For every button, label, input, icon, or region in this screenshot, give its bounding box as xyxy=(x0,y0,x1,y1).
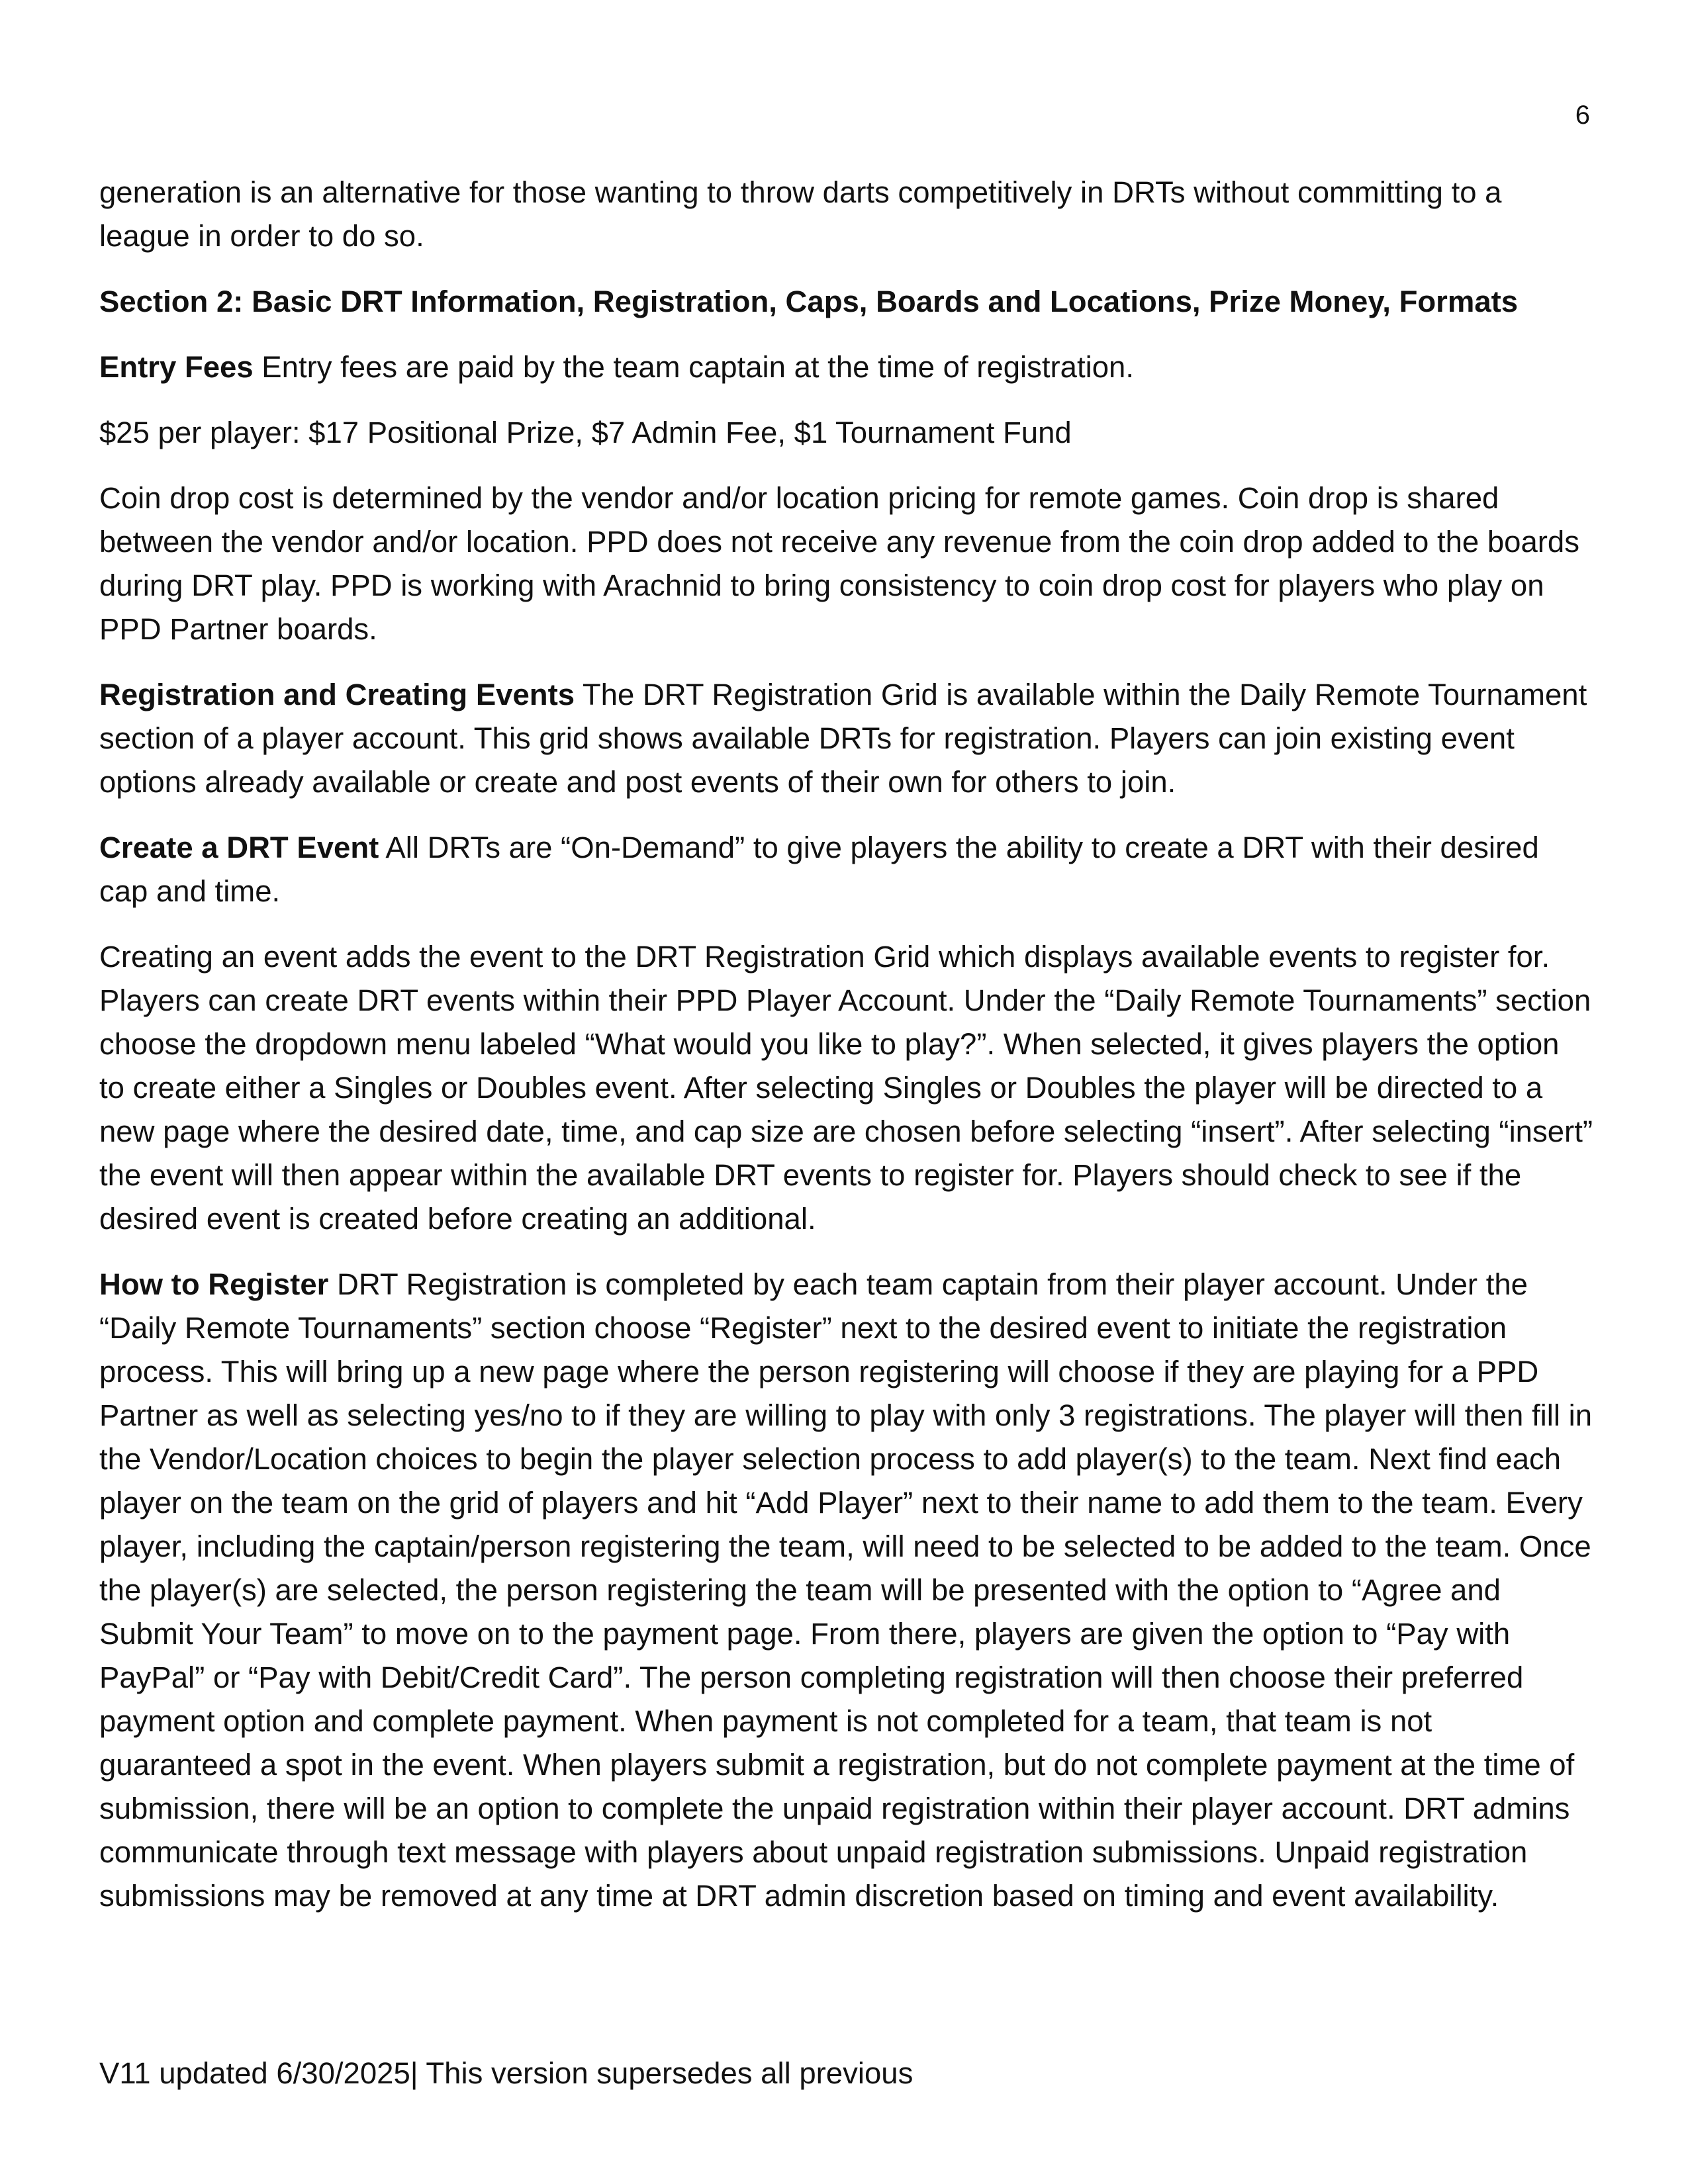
create-event-paragraph xyxy=(99,826,1593,913)
continuation-paragraph: generation is an alternative for those wanting to throw darts competitively in DRTs without committing to a league in order to do so. xyxy=(99,175,1502,253)
document-body xyxy=(99,171,1593,1940)
create-event-label: Create a DRT Event xyxy=(99,831,379,864)
entry-fees-text: Entry fees are paid by the team captain at the time of registration. xyxy=(253,350,1134,384)
registration-events-paragraph xyxy=(99,673,1593,804)
entry-fees-paragraph xyxy=(99,345,1593,389)
coin-drop-paragraph: Coin drop cost is determined by the vendor and/or location pricing for remote games. Coin drop is shared between the vendor and/or location. PPD does not receive any revenue from the coin drop added to the boards during DRT play. PPD is working with Arachnid to bring consistency to coin drop cost for players who play on PPD Partner boards. xyxy=(99,481,1579,646)
entry-fees-label: Entry Fees xyxy=(99,350,254,384)
create-event-text: All DRTs are “On-Demand” to give players the ability to create a DRT with their desired cap and time. xyxy=(99,831,1539,908)
creating-event-details-paragraph: Creating an event adds the event to the DRT Registration Grid which displays available events to register for. Players can create DRT events within their PPD Player Account. Under the “Daily Remote Tournaments” section choose the dropdown menu labeled “What would you like to play?”. When selected, it gives players the option to create either a Singles or Doubles event. After selecting Singles or Doubles the player will be directed to a new page where the desired date, time, and cap size are chosen before selecting “insert”. After selecting “insert” the event will then appear within the available DRT events to register for. Players should check to see if the desired event is created before creating an additional. xyxy=(99,940,1593,1236)
how-to-register-paragraph xyxy=(99,1263,1593,1918)
section-heading: Section 2: Basic DRT Information, Registration, Caps, Boards and Locations, Prize Money, Formats xyxy=(99,285,1519,318)
registration-events-label: Registration and Creating Events xyxy=(99,678,575,711)
how-to-register-label: How to Register xyxy=(99,1267,329,1301)
fee-breakdown-paragraph: $25 per player: $17 Positional Prize, $7 Admin Fee, $1 Tournament Fund xyxy=(99,416,1072,449)
page-number: 6 xyxy=(1575,101,1590,130)
registration-events-text: The DRT Registration Grid is available within the Daily Remote Tournament section of a player account. This grid shows available DRTs for registration. Players can join existing event options already available or create and post events of their own for others to join. xyxy=(99,678,1587,799)
page-footer: V11 updated 6/30/2025| This version supersedes all previous xyxy=(99,2056,914,2090)
how-to-register-text: DRT Registration is completed by each team captain from their player account. Under the “Daily Remote Tournaments” section choose “Register” next to the desired event to initiate the registration process. This will bring up a new page where the person registering will choose if they are playing for a PPD Partner as well as selecting yes/no to if they are willing to play with only 3 registrations. The player will then fill in the Vendor/Location choices to begin the player selection process to add player(s) to the team. Next find each player on the team on the grid of players and hit “Add Player” next to their name to add them to the team. Every player, including the captain/person registering the team, will need to be selected to be added to the team. Once the player(s) are selected, the person registering the team will be presented with the option to “Agree and Submit Your Team” to move on to the payment page. From there, players are given the option to “Pay with PayPal” or “Pay with Debit/Credit Card”. The person completing registration will then choose their preferred payment option and complete payment. When payment is not completed for a team, that team is not guaranteed a spot in the event. When players submit a registration, but do not complete payment at the time of submission, there will be an option to complete the unpaid registration within their player account. DRT admins communicate through text message with players about unpaid registration submissions. Unpaid registration submissions may be removed at any time at DRT admin discretion based on timing and event availability. xyxy=(99,1267,1593,1913)
